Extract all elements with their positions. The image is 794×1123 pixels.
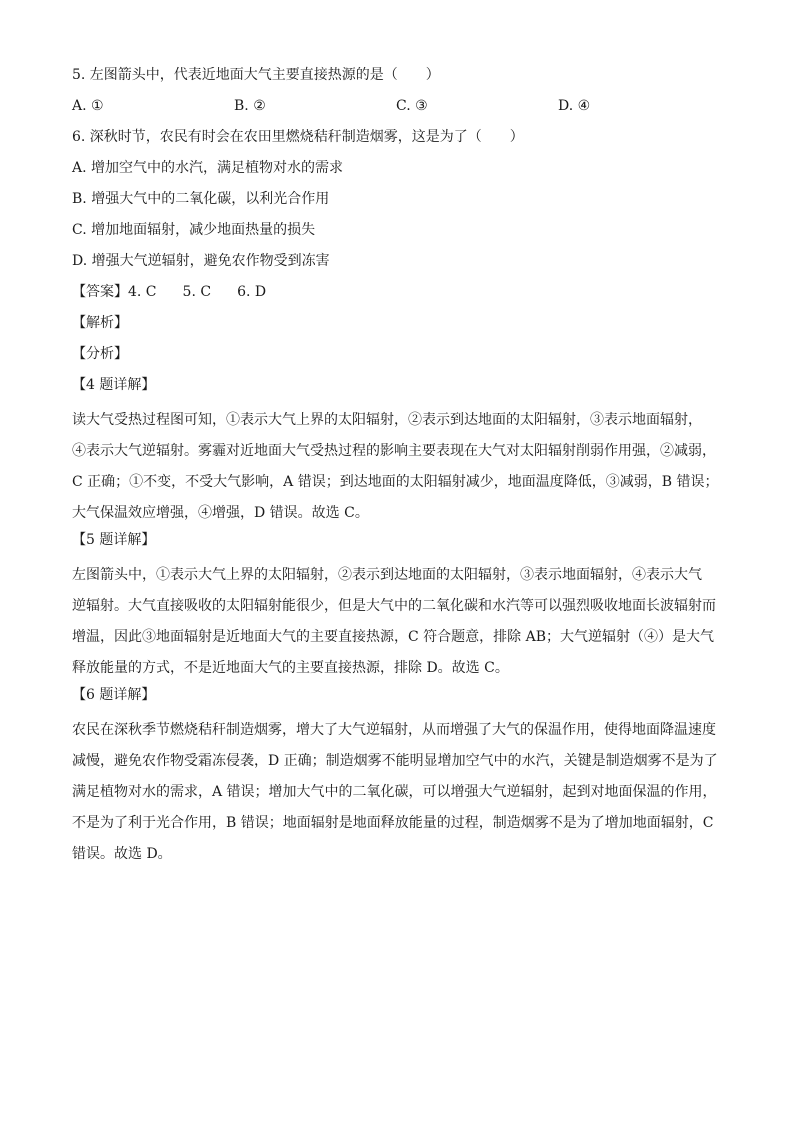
question-6-option-c: C. 增加地面辐射，减少地面热量的损失 <box>72 222 316 238</box>
question-5-option-d: D. ④ <box>558 98 591 114</box>
fenxi-label: 【分析】 <box>72 346 128 362</box>
detail-6-title: 【6 题详解】 <box>72 687 156 703</box>
question-6-option-a: A. 增加空气中的水汽，满足植物对水的需求 <box>72 160 344 176</box>
detail-5-line: 增温，因此③地面辐射是近地面大气的主要直接热源，C 符合题意，排除 AB；大气逆辐射（④）是大气 <box>72 629 715 645</box>
detail-6-paragraph <box>72 715 722 870</box>
answer-label: 【答案】 <box>72 284 128 300</box>
question-6-stem: 6. 深秋时节，农民有时会在农田里燃烧秸秆制造烟雾，这是为了（ ） <box>72 129 524 145</box>
answer-6: 6. D <box>237 284 267 300</box>
question-6-option-b: B. 增强大气中的二氧化碳，以利光合作用 <box>72 191 330 207</box>
detail-5-line: 逆辐射。大气直接吸收的太阳辐射能很少，但是大气中的二氧化碳和水汽等可以强烈吸收地面长波辐射而 <box>72 598 716 614</box>
answer-5: 5. C <box>182 284 212 300</box>
answer-values <box>128 284 292 300</box>
detail-6-line: 满足植物对水的需求，A 错误；增加大气中的二氧化碳，可以增强大气逆辐射，起到对地面保温的作用， <box>72 784 717 800</box>
detail-5-line: 释放能量的方式，不是近地面大气的主要直接热源，排除 D。故选 C。 <box>72 660 509 676</box>
detail-6-line: 农民在深秋季节燃烧秸秆制造烟雾，增大了大气逆辐射，从而增强了大气的保温作用，使得地面降温速度 <box>72 722 716 738</box>
detail-6-line: 不是为了利于光合作用，B 错误；地面辐射是地面释放能量的过程，制造烟雾不是为了增加地面辐射，C <box>72 815 714 831</box>
detail-4-line: C 正确；①不变，不受大气影响，A 错误；到达地面的太阳辐射减少，地面温度降低，③减弱，B 错误； <box>72 474 719 490</box>
detail-6-line: 错误。故选 D。 <box>72 846 172 862</box>
question-6-option-d: D. 增强大气逆辐射，避免农作物受到冻害 <box>72 253 330 269</box>
detail-6-line: 减慢，避免农作物受霜冻侵袭，D 正确；制造烟雾不能明显增加空气中的水汽，关键是制造烟雾不是为了 <box>72 753 718 769</box>
analysis-label: 【解析】 <box>72 315 128 331</box>
question-5-option-c: C. ③ <box>396 98 428 114</box>
question-5-stem: 5. 左图箭头中，代表近地面大气主要直接热源的是（ ） <box>72 67 440 83</box>
detail-5-title: 【5 题详解】 <box>72 532 156 548</box>
question-5-options <box>72 95 722 126</box>
detail-4-paragraph <box>72 405 722 529</box>
document-body <box>72 64 722 870</box>
detail-5-paragraph <box>72 560 722 684</box>
detail-4-title: 【4 题详解】 <box>72 377 156 393</box>
answer-row <box>72 281 722 312</box>
detail-5-line: 左图箭头中，①表示大气上界的太阳辐射，②表示到达地面的太阳辐射，③表示地面辐射，④表示大气 <box>72 567 702 583</box>
detail-4-line: ④表示大气逆辐射。雾霾对近地面大气受热过程的影响主要表现在大气对太阳辐射削弱作用强，②减弱， <box>72 443 716 459</box>
question-5-option-a: A. ① <box>72 98 104 114</box>
answer-4: 4. C <box>128 284 157 300</box>
detail-4-line: 读大气受热过程图可知，①表示大气上界的太阳辐射，②表示到达地面的太阳辐射，③表示地面辐射， <box>72 412 702 428</box>
question-5-option-b: B. ② <box>234 98 266 114</box>
detail-4-line: 大气保温效应增强，④增强，D 错误。故选 C。 <box>72 505 369 521</box>
